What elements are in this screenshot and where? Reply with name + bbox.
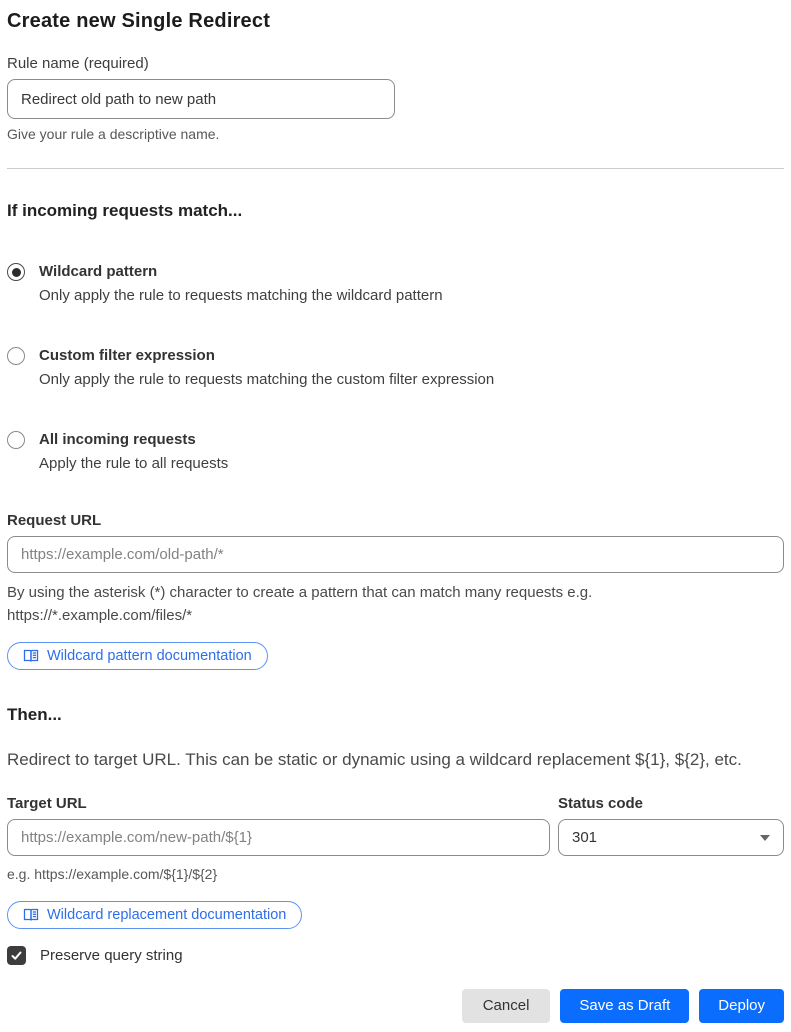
wildcard-replacement-doc-button[interactable] [7,901,302,929]
radio-label[interactable]: Custom filter expression [39,347,215,364]
target-status-row [7,794,784,856]
match-section-heading: If incoming requests match... [7,201,243,220]
save-as-draft-button[interactable]: Save as Draft [560,989,689,1023]
preserve-query-row[interactable] [7,946,784,965]
request-url-helper-line1: By using the asterisk (*) character to create a pattern that can match many requests e.g. [7,584,593,601]
radio-option-custom-filter[interactable] [7,345,784,391]
request-url-label: Request URL [7,512,102,529]
radio-description: Apply the rule to all requests [39,455,229,472]
target-url-input[interactable] [7,819,550,856]
radio-unselected-icon[interactable] [7,347,25,365]
radio-option-all-requests[interactable] [7,429,784,475]
status-code-select[interactable] [558,819,784,856]
target-url-helper: e.g. https://example.com/${1}/${2} [7,866,218,882]
radio-description: Only apply the rule to requests matching the wildcard pattern [39,287,443,304]
checkbox-checked-icon[interactable] [7,946,26,965]
cancel-button[interactable]: Cancel [462,989,551,1023]
rule-name-label: Rule name (required) [7,55,149,72]
deploy-button[interactable]: Deploy [699,989,784,1023]
radio-selected-icon[interactable] [7,263,25,281]
wildcard-pattern-doc-button[interactable] [7,642,268,670]
wildcard-pattern-doc-label: Wildcard pattern documentation [47,648,252,664]
radio-label[interactable]: All incoming requests [39,431,196,448]
then-section-heading: Then... [7,705,62,724]
radio-description: Only apply the rule to requests matching the custom filter expression [39,371,495,388]
radio-unselected-icon[interactable] [7,431,25,449]
book-icon [23,907,39,923]
then-description: Redirect to target URL. This can be static or dynamic using a wildcard replacement ${1}, ${2}, etc. [7,750,742,769]
request-url-helper-line2: https://*.example.com/files/* [7,607,193,624]
radio-label[interactable]: Wildcard pattern [39,263,158,280]
page-title: Create new Single Redirect [7,10,271,32]
target-url-label: Target URL [7,795,87,812]
request-url-input[interactable] [7,536,784,573]
book-icon [23,648,39,664]
rule-name-helper: Give your rule a descriptive name. [7,126,220,142]
rule-name-input[interactable] [7,79,395,119]
footer-actions [7,989,784,1023]
preserve-query-label[interactable]: Preserve query string [40,947,183,964]
radio-option-wildcard-pattern[interactable] [7,261,784,307]
section-divider [7,168,784,169]
chevron-down-icon [760,835,770,841]
wildcard-replacement-doc-label: Wildcard replacement documentation [47,907,287,923]
status-code-value: 301 [572,829,598,846]
status-code-label: Status code [558,795,644,812]
request-url-helper [7,581,784,627]
